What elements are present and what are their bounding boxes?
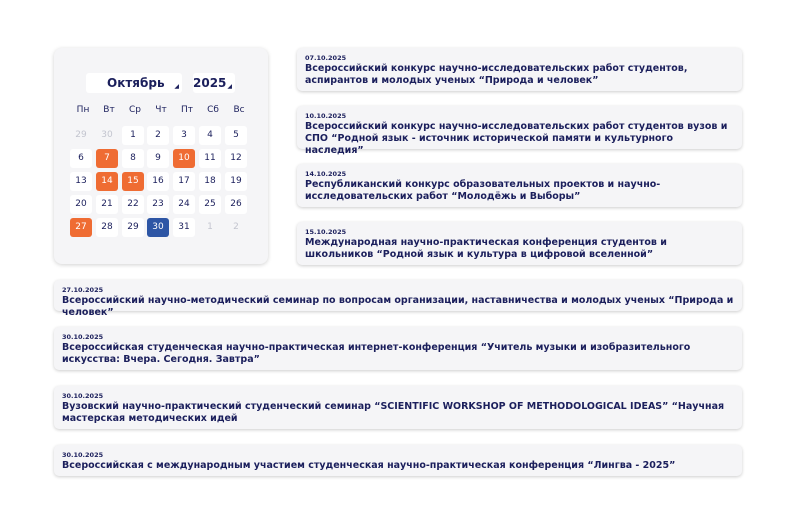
- weekday-label: Пт: [180, 105, 193, 115]
- calendar-day-outside[interactable]: 30: [101, 130, 113, 140]
- calendar-day-outside[interactable]: 29: [75, 130, 87, 140]
- event-date: 30.10.2025: [62, 333, 104, 341]
- weekday-label: Ср: [129, 105, 141, 115]
- calendar-day[interactable]: 2: [147, 126, 169, 145]
- event-card[interactable]: [54, 386, 742, 429]
- event-card[interactable]: [54, 327, 742, 370]
- year-select[interactable]: [193, 73, 235, 93]
- event-card[interactable]: [297, 106, 742, 156]
- chevron-down-icon: ◢: [174, 83, 179, 90]
- event-date: 27.10.2025: [62, 286, 104, 294]
- month-select-value: Октябрь: [107, 76, 165, 90]
- year-select-value: 2025: [193, 76, 227, 90]
- calendar-day-grid: [70, 126, 256, 262]
- event-date: 15.10.2025: [305, 228, 347, 236]
- calendar-day[interactable]: 5: [225, 126, 247, 145]
- calendar-day[interactable]: 6: [70, 149, 92, 168]
- event-date: 10.10.2025: [305, 112, 347, 120]
- event-calendar: [54, 48, 268, 264]
- event-title: Всероссийская с международным участием студенческая научно-практическая конференция “Лингва - 2025”: [62, 460, 676, 471]
- calendar-day-outside[interactable]: 2: [233, 222, 239, 232]
- event-title: Всероссийская студенческая научно-практическая интернет-конференция “Учитель музыки и изобразительного искусства: Вчера. Сегодня. Завтра”: [62, 342, 691, 365]
- calendar-day[interactable]: 29: [122, 218, 144, 237]
- event-title: Вузовский научно-практический студенческий семинар “SCIENTIFIC WORKSHOP OF METHODOLOGICAL IDEAS” “Научная мастерская методических идей: [62, 401, 725, 424]
- calendar-day[interactable]: 23: [147, 195, 169, 214]
- calendar-day[interactable]: 16: [147, 172, 169, 191]
- event-title: Всероссийский конкурс научно-исследовательских работ студентов вузов и СПО “Родной язык - источник исторической памяти и культурного наследия”: [305, 121, 728, 156]
- calendar-day[interactable]: 17: [173, 172, 195, 191]
- calendar-day[interactable]: 28: [96, 218, 118, 237]
- month-select[interactable]: [86, 73, 182, 93]
- event-title: Международная научно-практическая конференция студентов и школьников “Родной язык и культура в цифровой вселенной”: [305, 237, 667, 260]
- weekday-label: Вс: [233, 105, 245, 115]
- weekday-label: Чт: [155, 105, 167, 115]
- event-card[interactable]: [297, 222, 742, 265]
- chevron-down-icon: ◢: [227, 83, 232, 90]
- calendar-day[interactable]: 13: [70, 172, 92, 191]
- event-date: 30.10.2025: [62, 451, 104, 459]
- weekday-label: Сб: [207, 105, 219, 115]
- calendar-day-today[interactable]: 30: [147, 218, 169, 237]
- event-date: 30.10.2025: [62, 392, 104, 400]
- weekday-label: Вт: [103, 105, 115, 115]
- calendar-day[interactable]: 19: [225, 172, 247, 191]
- event-date: 14.10.2025: [305, 170, 347, 178]
- event-card[interactable]: [54, 280, 742, 318]
- event-title: Всероссийский научно-методический семинар по вопросам организации, наставничества и молодых ученых “Природа и человек”: [62, 295, 734, 318]
- calendar-day[interactable]: 4: [199, 126, 221, 145]
- event-card[interactable]: [297, 164, 742, 207]
- event-date: 07.10.2025: [305, 54, 347, 62]
- calendar-day[interactable]: 1: [122, 126, 144, 145]
- event-title: Республиканский конкурс образовательных проектов и научно-исследовательских работ “Молодёжь и Выборы”: [305, 179, 661, 202]
- event-card[interactable]: [297, 48, 742, 91]
- calendar-day[interactable]: 21: [96, 195, 118, 214]
- calendar-day[interactable]: 12: [225, 149, 247, 168]
- calendar-day[interactable]: 11: [199, 149, 221, 168]
- calendar-day[interactable]: 9: [147, 149, 169, 168]
- calendar-day-event[interactable]: 7: [96, 149, 118, 168]
- calendar-header: [54, 73, 268, 93]
- calendar-day-outside[interactable]: 1: [207, 222, 213, 232]
- calendar-day[interactable]: 18: [199, 172, 221, 191]
- calendar-day-event[interactable]: 15: [122, 172, 144, 191]
- calendar-day[interactable]: 20: [70, 195, 92, 214]
- weekday-label: Пн: [76, 105, 90, 115]
- calendar-day-event[interactable]: 10: [173, 149, 195, 168]
- calendar-day[interactable]: 26: [225, 195, 247, 214]
- calendar-day[interactable]: 31: [173, 218, 195, 237]
- event-card[interactable]: [54, 445, 742, 476]
- calendar-day-event[interactable]: 27: [70, 218, 92, 237]
- calendar-day[interactable]: 25: [199, 195, 221, 214]
- calendar-day[interactable]: 24: [173, 195, 195, 214]
- calendar-day-event[interactable]: 14: [96, 172, 118, 191]
- calendar-day[interactable]: 8: [122, 149, 144, 168]
- calendar-day[interactable]: 3: [173, 126, 195, 145]
- event-title: Всероссийский конкурс научно-исследовательских работ студентов, аспирантов и молодых ученых “Природа и человек”: [305, 63, 688, 86]
- calendar-day[interactable]: 22: [122, 195, 144, 214]
- weekday-header-row: [72, 104, 254, 116]
